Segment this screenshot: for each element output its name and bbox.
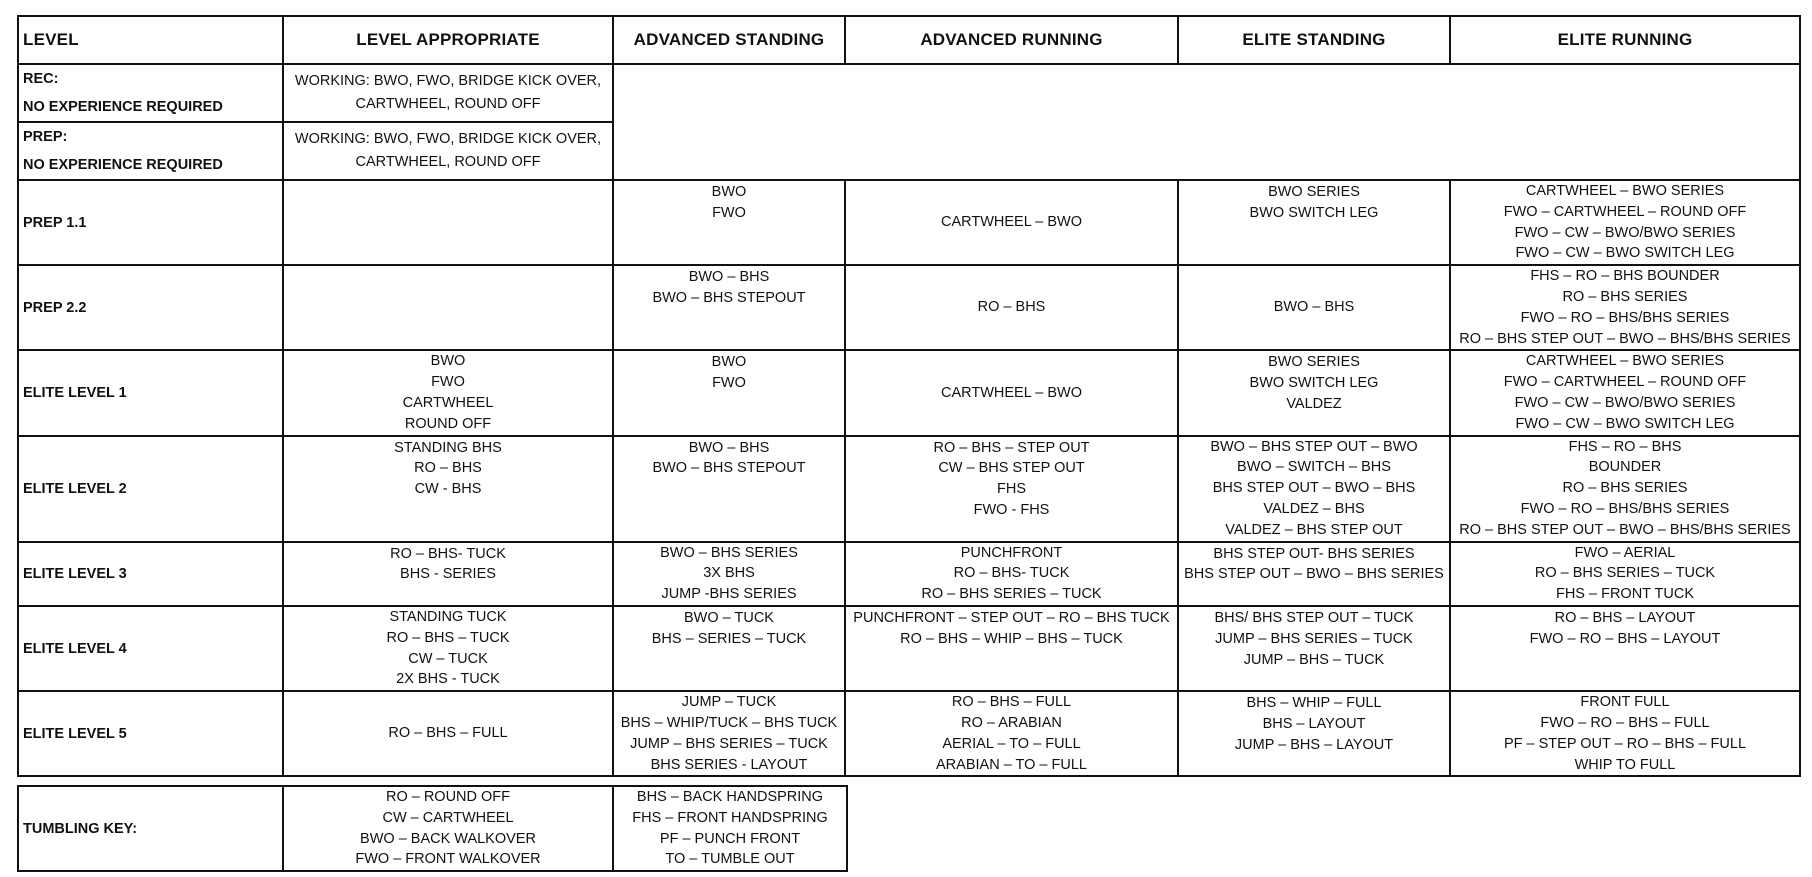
elite-standing-cell (1178, 691, 1450, 776)
prep-level-subtitle: NO EXPERIENCE REQUIRED (23, 157, 223, 173)
level-row (18, 691, 1800, 776)
rec-appropriate-line: WORKING: BWO, FWO, BRIDGE KICK OVER, (294, 73, 602, 89)
level-name-cell: ELITE LEVEL 4 (18, 606, 283, 691)
skill-line: BWO – TUCK (684, 609, 774, 626)
skill-line: STANDING BHS (394, 439, 502, 456)
key-entry: BHS – BACK HANDSPRING (636, 789, 824, 805)
elite-running-cell (1450, 691, 1800, 776)
skill-line: BWO – BHS (688, 439, 770, 456)
skill-line: FWO – CARTWHEEL – ROUND OFF (1503, 203, 1747, 220)
level-appropriate-cell (283, 265, 613, 350)
skill-line: BHS SERIES - LAYOUT (650, 756, 808, 773)
level-appropriate-cell (283, 691, 613, 776)
elite-standing-cell (1178, 606, 1450, 691)
advanced-running-cell (845, 606, 1178, 691)
elite-running-cell (1450, 436, 1800, 542)
skill-line: BHS – WHIP – FULL (1246, 695, 1382, 712)
skill-line: BHS – WHIP/TUCK – BHS TUCK (620, 714, 838, 731)
advanced-running-cell (845, 180, 1178, 265)
advanced-standing-cell (613, 436, 845, 542)
rec-level-subtitle: NO EXPERIENCE REQUIRED (23, 99, 223, 115)
prep-appropriate-line: CARTWHEEL, ROUND OFF (355, 154, 541, 170)
skill-line: BHS – SERIES – TUCK (651, 630, 807, 647)
skill-line: BHS STEP OUT – BWO – BHS SERIES (1184, 566, 1444, 583)
skill-line: FWO (712, 375, 746, 392)
prep-level-cell (18, 122, 283, 180)
elite-standing-cell (1178, 265, 1450, 350)
level-row (18, 606, 1800, 691)
skill-line: BWO – BHS STEP OUT – BWO (1210, 438, 1418, 455)
skill-line: JUMP – BHS SERIES – TUCK (630, 735, 828, 752)
skill-line: FWO - FHS (973, 501, 1050, 518)
skill-line: ARABIAN – TO – FULL (936, 756, 1087, 773)
skill-line: RO – BHS SERIES – TUCK (1534, 565, 1716, 582)
advanced-running-cell (845, 265, 1178, 350)
skill-line: JUMP – TUCK (681, 694, 777, 711)
advanced-running-cell (845, 542, 1178, 606)
skill-line: CARTWHEEL – BWO SERIES (1525, 353, 1725, 370)
skill-line: 3X BHS (703, 565, 755, 582)
skill-line: BHS STEP OUT- BHS SERIES (1213, 545, 1415, 562)
elite-running-cell (1450, 606, 1800, 691)
rec-prep-empty-block (613, 64, 1800, 180)
skill-line: BOUNDER (1588, 459, 1662, 476)
skill-line: BWO SWITCH LEG (1249, 204, 1379, 221)
skill-line: CARTWHEEL – BWO (941, 214, 1082, 231)
level-name-cell: PREP 2.2 (18, 265, 283, 350)
level-appropriate-cell (283, 180, 613, 265)
skill-line: BWO SERIES (1268, 354, 1360, 371)
rec-appropriate-line: CARTWHEEL, ROUND OFF (355, 96, 541, 112)
key-entry: RO – ROUND OFF (385, 789, 511, 805)
skill-line: BWO SERIES (1268, 184, 1360, 200)
skill-line: BHS - SERIES (400, 566, 496, 583)
level-name-cell: ELITE LEVEL 2 (18, 436, 283, 542)
level-row (18, 180, 1800, 265)
skill-line: JUMP – BHS – TUCK (1243, 651, 1385, 668)
level-name-cell: ELITE LEVEL 3 (18, 542, 283, 606)
skill-line: FWO – CW – BWO SWITCH LEG (1515, 245, 1735, 262)
level-rows (18, 180, 1800, 776)
elite-standing-cell (1178, 542, 1450, 606)
level-appropriate-cell (283, 350, 613, 435)
header-row (18, 16, 1800, 64)
skill-line: FWO – RO – BHS/BHS SERIES (1520, 500, 1730, 517)
advanced-running-cell (845, 691, 1178, 776)
prep-appropriate-cell (283, 122, 613, 180)
skill-line: CARTWHEEL (402, 394, 494, 411)
tumbling-key-label: TUMBLING KEY: (18, 786, 283, 871)
skill-line: RO – BHS – WHIP – BHS – TUCK (900, 630, 1123, 647)
skill-line: FHS – RO – BHS (1568, 438, 1682, 455)
skill-line: FWO – AERIAL (1574, 544, 1676, 561)
key-entry: CW – CARTWHEEL (382, 809, 514, 826)
skill-line: RO – BHS – FULL (951, 694, 1072, 711)
skill-line: RO – BHS- TUCK (953, 565, 1070, 582)
header-elite-running: ELITE RUNNING (1450, 16, 1800, 64)
tumbling-key-row (18, 786, 847, 871)
skill-line: ROUND OFF (404, 415, 492, 432)
skill-line: BWO – BHS (1273, 299, 1355, 316)
rec-appropriate-cell (283, 64, 613, 122)
skill-line: PF – STEP OUT – RO – BHS – FULL (1503, 735, 1747, 752)
advanced-running-cell (845, 436, 1178, 542)
skill-line: RO – BHS- TUCK (390, 545, 506, 562)
skill-line: BHS STEP OUT – BWO – BHS (1212, 480, 1416, 497)
skill-line: FHS – FRONT TUCK (1555, 586, 1695, 603)
skill-line: PUNCHFRONT – STEP OUT – RO – BHS TUCK (853, 609, 1170, 626)
key-entry: FWO – FRONT WALKOVER (355, 851, 541, 868)
skill-line: RO – BHS – STEP OUT (933, 439, 1090, 456)
advanced-running-cell (845, 350, 1178, 435)
skill-line: FWO – CARTWHEEL – ROUND OFF (1503, 374, 1747, 391)
skill-line: AERIAL – TO – FULL (942, 735, 1081, 752)
level-row (18, 436, 1800, 542)
elite-running-cell (1450, 180, 1800, 265)
advanced-standing-cell (613, 180, 845, 265)
skill-line: RO – BHS SERIES (1562, 288, 1688, 305)
skill-line: JUMP – BHS SERIES – TUCK (1215, 630, 1413, 647)
rec-row (18, 64, 1800, 122)
header-advanced-running: ADVANCED RUNNING (845, 16, 1178, 64)
skill-line: BHS – LAYOUT (1262, 715, 1366, 732)
skill-line: PUNCHFRONT (960, 544, 1063, 561)
level-name-cell: ELITE LEVEL 1 (18, 350, 283, 435)
key-entry: TO – TUMBLE OUT (665, 851, 795, 868)
tumbling-key-table (17, 785, 848, 872)
skill-line: BHS/ BHS STEP OUT – TUCK (1214, 609, 1414, 626)
level-name-cell: ELITE LEVEL 5 (18, 691, 283, 776)
level-row (18, 265, 1800, 350)
level-row (18, 542, 1800, 606)
skill-line: RO – BHS – FULL (388, 725, 508, 742)
elite-standing-cell (1178, 350, 1450, 435)
tumbling-levels-table (17, 15, 1801, 777)
skill-line: FWO – CW – BWO SWITCH LEG (1515, 415, 1735, 432)
skill-line: VALDEZ – BHS STEP OUT (1225, 521, 1403, 538)
skill-line: CARTWHEEL – BWO SERIES (1525, 183, 1725, 199)
elite-running-cell (1450, 542, 1800, 606)
skill-line: JUMP – BHS – LAYOUT (1234, 736, 1394, 753)
elite-running-cell (1450, 265, 1800, 350)
prep-level-title: PREP: (23, 129, 68, 145)
skill-line: BWO – BHS SERIES (660, 544, 798, 561)
tumbling-key-col-1 (283, 786, 613, 871)
key-entry: FHS – FRONT HANDSPRING (632, 809, 828, 826)
skill-line: STANDING TUCK (389, 608, 507, 625)
skill-line: FRONT FULL (1580, 694, 1670, 711)
skill-line: FWO – RO – BHS – LAYOUT (1529, 630, 1721, 647)
skill-line: 2X BHS - TUCK (396, 671, 500, 688)
advanced-standing-cell (613, 265, 845, 350)
level-appropriate-cell (283, 606, 613, 691)
skill-line: RO – BHS STEP OUT – BWO – BHS/BHS SERIES (1459, 521, 1791, 538)
header-advanced-standing: ADVANCED STANDING (613, 16, 845, 64)
skill-line: FWO – RO – BHS/BHS SERIES (1520, 309, 1730, 326)
skill-line: FWO (712, 204, 746, 221)
skill-line: JUMP -BHS SERIES (661, 586, 797, 603)
skill-line: BWO – BHS STEPOUT (652, 289, 806, 306)
rec-level-title: REC: (23, 71, 59, 87)
elite-standing-cell (1178, 436, 1450, 542)
level-appropriate-cell (283, 436, 613, 542)
skill-line: RO – BHS STEP OUT – BWO – BHS/BHS SERIES (1459, 330, 1791, 347)
skill-line: BWO SWITCH LEG (1249, 375, 1379, 392)
skill-line: FWO – CW – BWO/BWO SERIES (1514, 394, 1736, 411)
skill-line: RO – BHS (414, 460, 482, 477)
level-name-cell: PREP 1.1 (18, 180, 283, 265)
key-entry: BWO – BACK WALKOVER (360, 830, 536, 847)
skill-line: WHIP TO FULL (1574, 756, 1676, 773)
elite-standing-cell (1178, 180, 1450, 265)
skill-line: VALDEZ (1286, 395, 1342, 412)
skill-line: FWO – CW – BWO/BWO SERIES (1514, 224, 1736, 241)
key-entry: PF – PUNCH FRONT (659, 830, 801, 847)
prep-appropriate-line: WORKING: BWO, FWO, BRIDGE KICK OVER, (294, 131, 602, 147)
skill-line: CW – TUCK (408, 650, 488, 667)
advanced-standing-cell (613, 691, 845, 776)
skill-line: RO – BHS SERIES (1562, 480, 1688, 497)
skill-line: FWO – RO – BHS – FULL (1540, 714, 1710, 731)
skill-line: RO – BHS (977, 299, 1046, 316)
skill-line: FWO (431, 374, 465, 391)
skill-line: RO – ARABIAN (961, 714, 1062, 731)
rec-level-cell (18, 64, 283, 122)
level-row (18, 350, 1800, 435)
skill-line: CW - BHS (414, 481, 482, 498)
skill-line: BWO – SWITCH – BHS (1237, 459, 1391, 476)
advanced-standing-cell (613, 606, 845, 691)
skill-line: FHS – RO – BHS BOUNDER (1530, 268, 1720, 285)
skill-line: BWO (430, 353, 466, 370)
header-elite-standing: ELITE STANDING (1178, 16, 1450, 64)
level-appropriate-cell (283, 542, 613, 606)
header-level-appropriate: LEVEL APPROPRIATE (283, 16, 613, 64)
skill-line: RO – BHS – LAYOUT (1554, 609, 1696, 626)
skill-line: BWO – BHS (688, 269, 770, 286)
skill-line: FHS (997, 481, 1026, 498)
elite-running-cell (1450, 350, 1800, 435)
header-level: LEVEL (18, 16, 283, 64)
skill-line: BWO – BHS STEPOUT (652, 460, 806, 477)
skill-line: CARTWHEEL – BWO (941, 384, 1082, 401)
skill-line: RO – BHS SERIES – TUCK (921, 586, 1102, 603)
advanced-standing-cell (613, 350, 845, 435)
skill-line: BWO (711, 184, 747, 200)
skill-line: BWO (711, 354, 747, 371)
advanced-standing-cell (613, 542, 845, 606)
tumbling-key-col-2 (613, 786, 847, 871)
skill-line: CW – BHS STEP OUT (938, 460, 1085, 477)
skill-line: RO – BHS – TUCK (386, 629, 510, 646)
skill-line: VALDEZ – BHS (1263, 500, 1365, 517)
